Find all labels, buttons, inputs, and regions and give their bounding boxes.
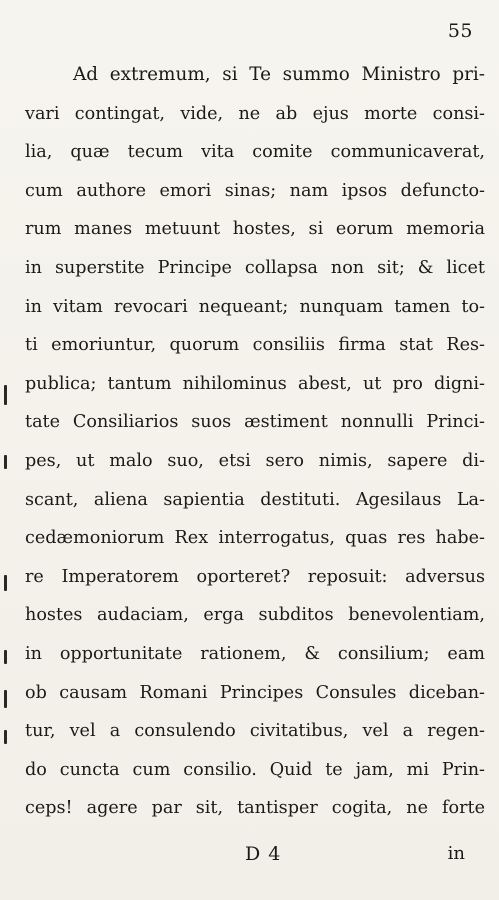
text-line: scant, aliena sapientia destituti. Agesilaus La- <box>25 489 485 510</box>
text-line: publica; tantum nihilominus abest, ut pro digni- <box>25 373 485 394</box>
page-number: 55 <box>447 20 473 42</box>
text-line: ceps! agere par sit, tantisper cogita, ne forte <box>25 798 485 819</box>
text-line: vari contingat, vide, ne ab ejus morte consi- <box>25 103 485 124</box>
text-line: in superstite Principe collapsa non sit; & licet <box>25 257 485 278</box>
text-line: pes, ut malo suo, etsi sero nimis, sapere di- <box>25 450 485 471</box>
text-line: tur, vel a consulendo civitatibus, vel a regen- <box>25 721 485 742</box>
binding-margin-mark <box>4 650 7 664</box>
catchword: in <box>447 843 465 864</box>
text-line: hostes audaciam, erga subditos benevolentiam, <box>25 605 485 626</box>
text-line: ob causam Romani Principes Consules diceban- <box>25 682 485 703</box>
binding-margin-mark <box>4 730 7 744</box>
text-line: rum manes metuunt hostes, si eorum memoria <box>25 219 485 240</box>
binding-margin-mark <box>4 455 7 469</box>
text-line: lia, quæ tecum vita comite communicaverat, <box>25 142 485 163</box>
text-line: tate Consiliarios suos æstiment nonnulli Princi- <box>25 412 485 433</box>
text-line: ti emoriuntur, quorum consiliis firma stat Res- <box>25 335 485 356</box>
text-line: cum authore emori sinas; nam ipsos defuncto- <box>25 180 485 201</box>
body-text <box>25 56 485 828</box>
text-line: do cuncta cum consilio. Quid te jam, mi Prin- <box>25 759 485 780</box>
binding-margin-mark <box>4 690 7 708</box>
text-line: cedæmoniorum Rex interrogatus, quas res habe- <box>25 528 485 549</box>
text-line: re Imperatorem oporteret? reposuit: adversus <box>25 566 485 587</box>
text-line: in vitam revocari nequeant; nunquam tamen to- <box>25 296 485 317</box>
binding-margin-mark <box>4 385 7 405</box>
binding-margin-mark <box>4 575 7 591</box>
text-line: Ad extremum, si Te summo Ministro pri- <box>73 64 485 85</box>
signature-mark: D 4 <box>245 843 282 865</box>
text-line: in opportunitate rationem, & consilium; eam <box>25 643 485 664</box>
